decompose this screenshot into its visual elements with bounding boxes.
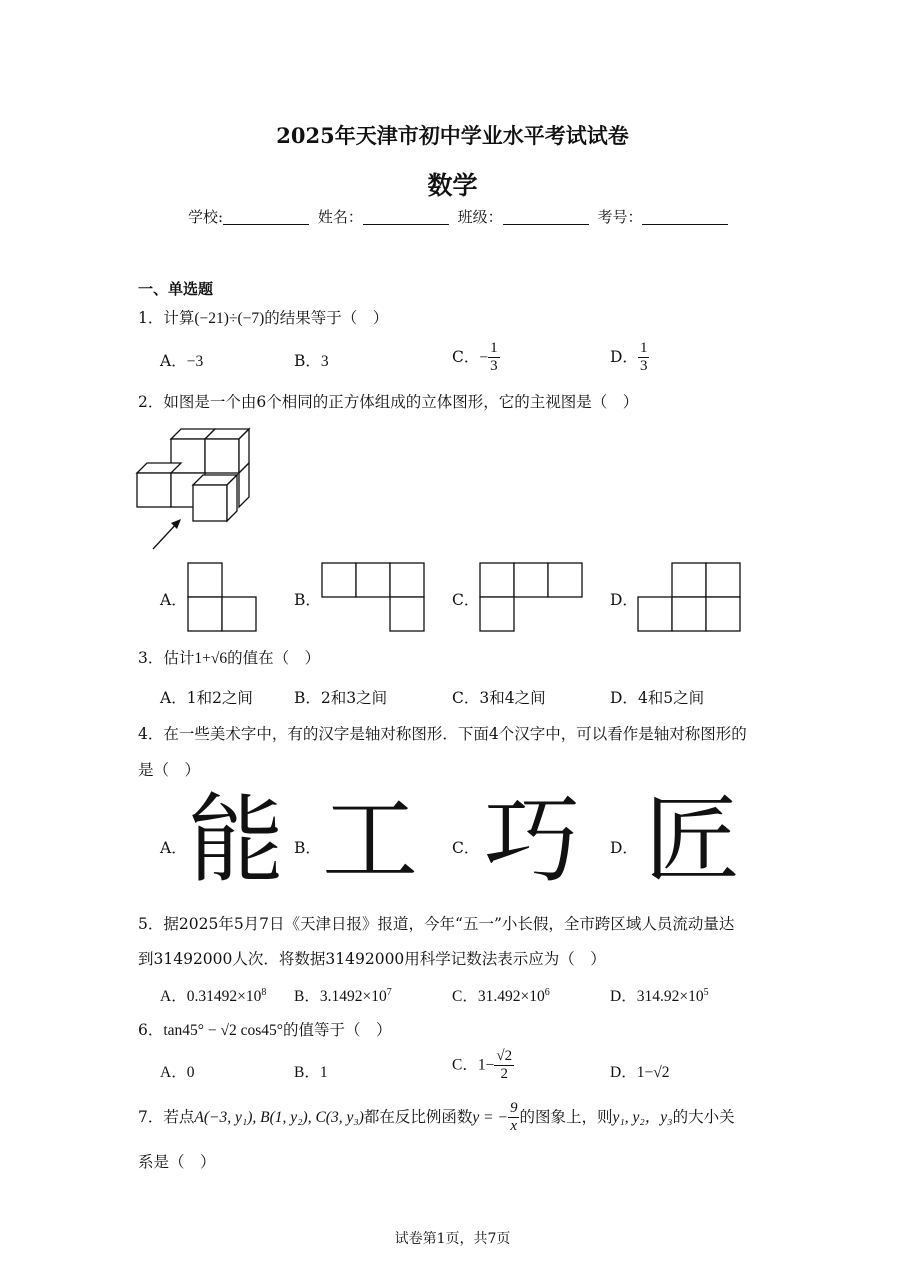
q4-option-c-char: 巧 (484, 784, 580, 896)
q4-option-d-label[interactable]: D． (610, 839, 638, 857)
q2-figure-b (318, 561, 428, 633)
question-4-stem-line1: 4．在一些美术字中，有的汉字是轴对称图形．下面4个汉字中，可以看作是轴对称图形的 (138, 725, 747, 743)
exam-number-blank[interactable] (642, 208, 728, 225)
exam-number-label: 考号： (597, 208, 643, 226)
q2-figure-a (184, 561, 264, 633)
q2-figure-d (634, 561, 744, 633)
q3-option-d[interactable]: D．4和5之间 (610, 689, 705, 707)
name-label: 姓名： (317, 208, 363, 226)
school-blank[interactable] (223, 208, 309, 225)
q6-option-d[interactable]: D．1−√2 (610, 1064, 670, 1081)
q6-option-c[interactable]: C．1− $\frac{√2}{2}$ (452, 1048, 513, 1083)
q2-figure-c (476, 561, 586, 633)
question-5-stem-line1: 5．据2025年5月7日《天津日报》报道，今年“五一”小长假，全市跨区域人员流动量达 (138, 915, 735, 933)
q4-option-d-char: 匠 (644, 784, 740, 896)
question-3-stem: 3．估计1+√6的值在（ ） (138, 649, 321, 667)
q5-option-d[interactable]: D．$314.92\times 10^5$ (610, 986, 709, 1005)
question-5-stem-line2: 到31492000人次．将数据31492000用科学记数法表示应为（ ） (138, 950, 606, 968)
page-footer: 试卷第1页，共7页 (394, 1231, 511, 1247)
question-7-stem-line1: 7．若点A(−3, y₁), B(1, y₂), C(3, y₃)都在反比例函数y = − $\frac{9}{x}$ 的图象上，则y₁, y₂，y₃的大小关 (138, 1100, 735, 1135)
exam-title: 2025年天津市初中学业水平考试试卷 (276, 123, 629, 148)
question-2-stem: 2．如图是一个由6个相同的正方体组成的立体图形，它的主视图是（ ） (138, 393, 639, 411)
cube-solid-figure (133, 425, 263, 555)
name-blank[interactable] (363, 208, 449, 225)
q3-option-a[interactable]: A．1和2之间 (160, 689, 253, 707)
question-4-stem-line2: 是（ ） (138, 761, 201, 779)
q6-option-a[interactable]: A．0 (160, 1064, 195, 1081)
q2-option-d[interactable]: D． (610, 591, 638, 609)
q4-option-b-char: 工 (322, 784, 418, 896)
q4-option-a-char: 能 (188, 784, 284, 896)
question-1-stem: 1．计算(−21)÷(−7)的结果等于（ ） (138, 309, 389, 327)
q1-option-c[interactable]: C．− $\frac{1}{3}$ (452, 340, 498, 375)
class-blank[interactable] (503, 208, 589, 225)
subject-title: 数学 (427, 171, 478, 200)
question-6-stem: 6．tan45° − √2 cos45°的值等于（ ） (138, 1021, 392, 1039)
q4-option-a-label[interactable]: A． (160, 839, 187, 857)
q1-option-d[interactable]: D． $\frac{1}{3}$ (610, 340, 648, 375)
student-info-line (188, 206, 732, 227)
q1-option-b[interactable]: B．3 (294, 352, 329, 370)
q1-option-a[interactable]: A．−3 (160, 352, 204, 370)
class-label: 班级： (457, 208, 503, 226)
q6-option-b[interactable]: B．1 (294, 1064, 328, 1081)
q2-option-a[interactable]: A． (160, 591, 187, 609)
school-label: 学校: (188, 208, 224, 226)
q5-option-c[interactable]: C．$31.492\times 10^6$ (452, 986, 550, 1005)
q4-option-b-label[interactable]: B． (294, 839, 321, 857)
question-7-stem-line2: 系是（ ） (138, 1153, 216, 1171)
q2-option-b[interactable]: B． (294, 591, 321, 609)
q5-option-a[interactable]: A．$0.31492\times 10^8$ (160, 986, 267, 1005)
q3-option-b[interactable]: B．2和3之间 (294, 689, 388, 707)
q5-option-b[interactable]: B．$3.1492\times 10^7$ (294, 986, 392, 1005)
q4-option-c-label[interactable]: C． (452, 839, 480, 857)
q2-option-c[interactable]: C． (452, 591, 480, 609)
section-heading: 一、单选题 (138, 280, 214, 298)
q3-option-c[interactable]: C．3和4之间 (452, 689, 546, 707)
